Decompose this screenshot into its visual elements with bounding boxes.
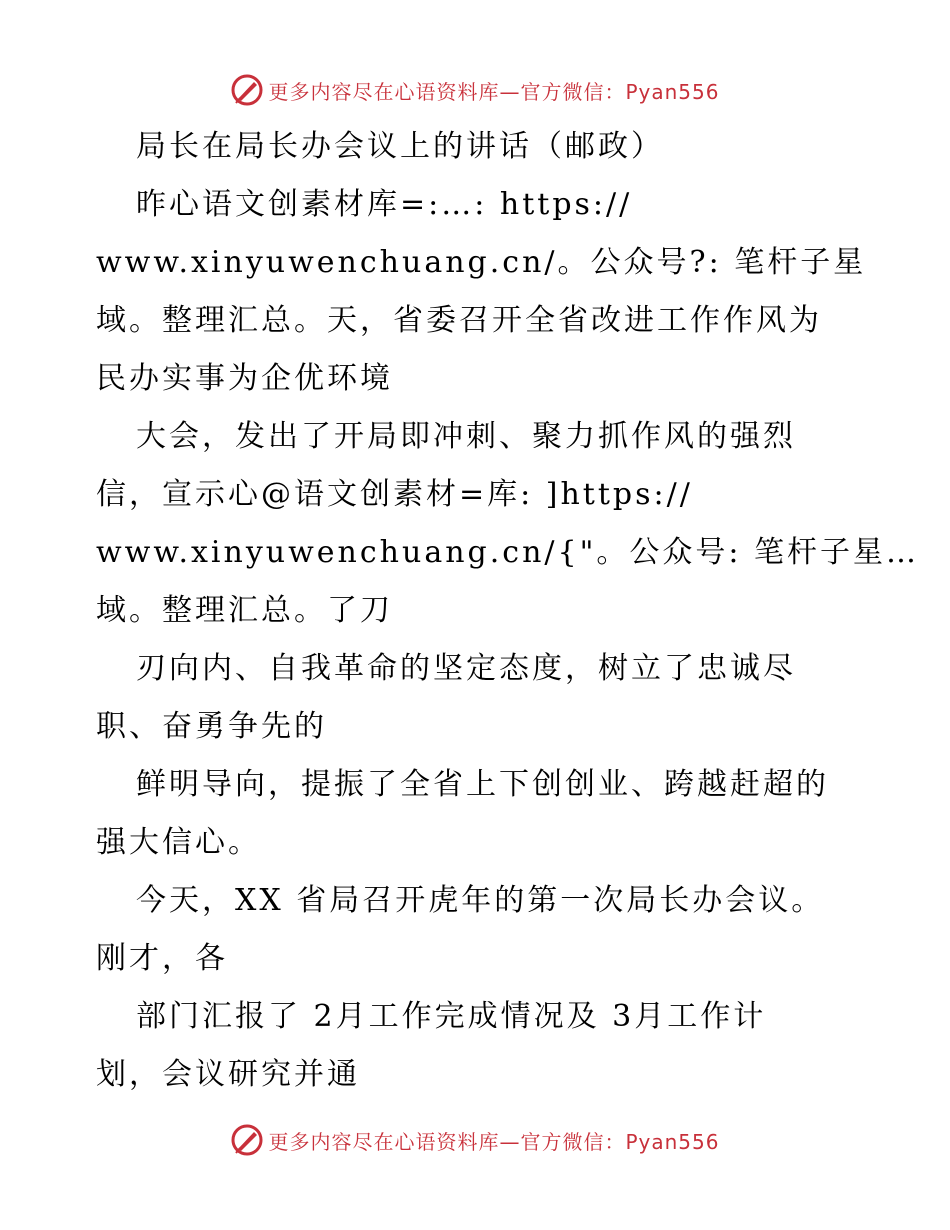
- paragraph-line: 域。整理汇总。了刀: [96, 593, 393, 628]
- quill-pen-logo-icon: [230, 73, 264, 107]
- header-banner: [0, 70, 950, 110]
- footer-banner-text: 更多内容尽在心语资料库—官方微信：Pyan556: [268, 1129, 720, 1154]
- header-banner-text: 更多内容尽在心语资料库—官方微信：Pyan556: [268, 79, 720, 104]
- quill-pen-logo-icon: [230, 1123, 264, 1157]
- paragraph-line: www.xinyuwenchuang.cn/{"。公众号: 笔杆子星…: [96, 535, 920, 570]
- paragraph-line: 强大信心。: [96, 825, 261, 860]
- document-body: [96, 118, 920, 1104]
- paragraph-line: 刃向内、自我革命的坚定态度，树立了忠诚尽: [136, 651, 796, 686]
- paragraph-line: 民办实事为企优环境: [96, 361, 393, 396]
- paragraph-line: 信，宣示心@语文创素材=库: ]https://: [96, 477, 693, 512]
- paragraph-line: 昨心语文创素材库=:…: https://: [136, 187, 633, 222]
- paragraph-line: 鲜明导向，提振了全省上下创创业、跨越赶超的: [136, 767, 829, 802]
- paragraph-line: 大会，发出了开局即冲刺、聚力抓作风的强烈: [136, 419, 796, 454]
- paragraph-line: 部门汇报了 2月工作完成情况及 3月工作计: [136, 999, 767, 1034]
- paragraph-line: 域。整理汇总。天，省委召开全省改进工作作风为: [96, 303, 822, 338]
- paragraph-line: 职、奋勇争先的: [96, 709, 327, 744]
- paragraph-line: 刚才，各: [96, 941, 228, 976]
- document-title: 局长在局长办会议上的讲话（邮政）: [136, 129, 664, 164]
- paragraph-line: 今天，XX 省局召开虎年的第一次局长办会议。: [136, 883, 825, 918]
- paragraph-line: 划，会议研究并通: [96, 1057, 360, 1092]
- paragraph-line: www.xinyuwenchuang.cn/。公众号?: 笔杆子星: [96, 245, 867, 280]
- footer-banner: [0, 1120, 950, 1160]
